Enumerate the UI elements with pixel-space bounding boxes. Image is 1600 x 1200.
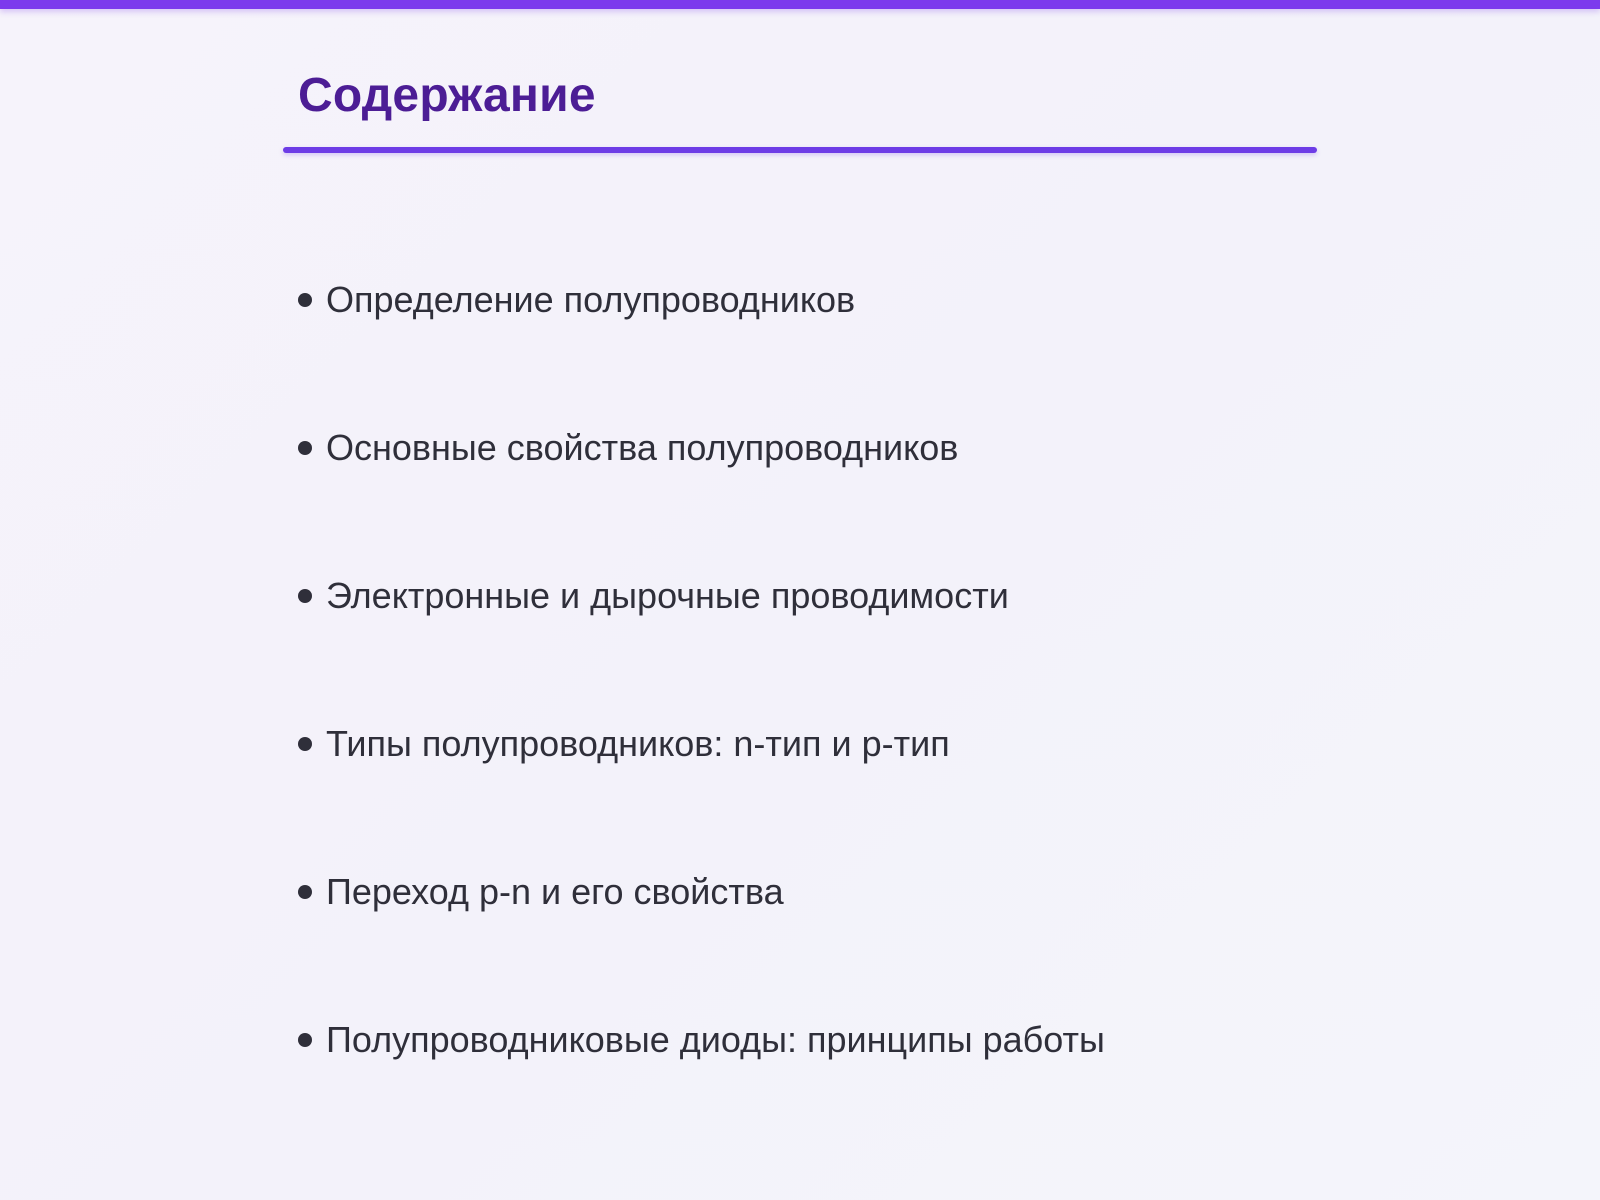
contents-list	[298, 278, 1105, 1062]
bullet-icon	[298, 441, 312, 455]
contents-item-text: Электронные и дырочные проводимости	[326, 575, 1009, 616]
contents-item-text: Основные свойства полупроводников	[326, 427, 959, 468]
bullet-icon	[298, 589, 312, 603]
contents-item	[298, 278, 1105, 322]
bullet-icon	[298, 885, 312, 899]
contents-item-text: Определение полупроводников	[326, 279, 856, 320]
contents-item-text: Полупроводниковые диоды: принципы работы	[326, 1019, 1105, 1060]
contents-item	[298, 426, 1105, 470]
contents-item	[298, 1018, 1105, 1062]
contents-item	[298, 870, 1105, 914]
title-underline	[283, 147, 1317, 153]
bullet-icon	[298, 1033, 312, 1047]
contents-item-text: Переход p-n и его свойства	[326, 871, 784, 912]
bullet-icon	[298, 737, 312, 751]
top-accent-bar	[0, 0, 1600, 9]
contents-item	[298, 722, 1105, 766]
contents-item-text: Типы полупроводников: n-тип и p-тип	[326, 723, 950, 764]
contents-item	[298, 574, 1105, 618]
slide-title: Содержание	[298, 69, 596, 122]
bullet-icon	[298, 293, 312, 307]
